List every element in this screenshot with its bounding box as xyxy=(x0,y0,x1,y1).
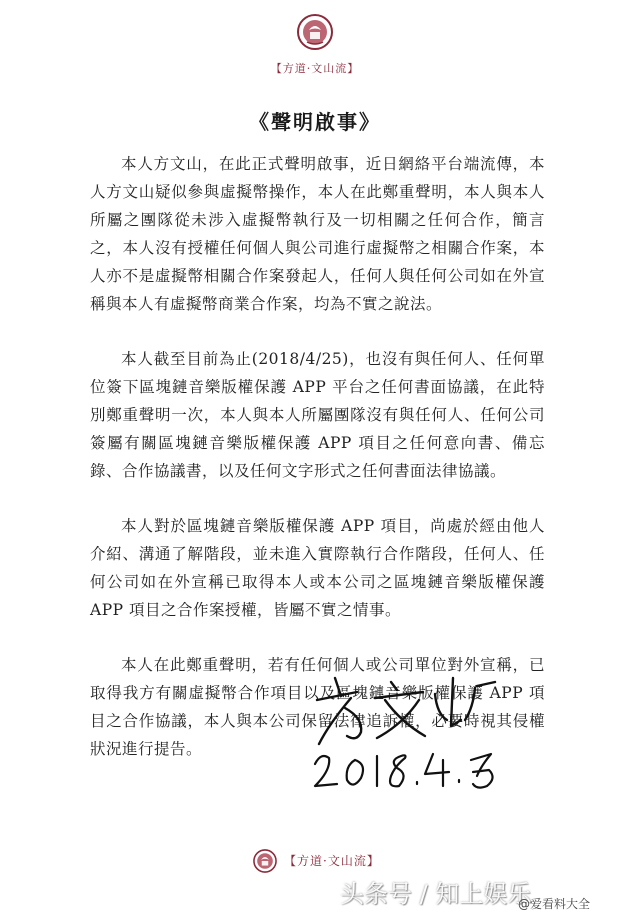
paragraph-4: 本人在此鄭重聲明，若有任何個人或公司單位對外宣稱，已取得我方有關虛擬幣合作項目以及區塊鏈音樂版權保護 APP 項目之合作協議，本人與本公司保留法律追訴權，必要時視其侵權狀況進行提告。 xyxy=(90,656,545,758)
document-title: 《聲明啟事》 xyxy=(249,110,381,134)
paragraph-1: 本人方文山，在此正式聲明啟事，近日網絡平台端流傳，本人方文山疑似參與虛擬幣操作，本人在此鄭重聲明，本人與本人所屬之團隊從未涉入虛擬幣執行及一切相關之任何合作，簡言之，本人沒有授權任何個人與公司進行虛擬幣之相關合作案，本人亦不是虛擬幣相關合作案發起人，任何人與任何公司如在外宣稱與本人有虛擬幣商業合作案，均為不實之說法。 xyxy=(90,155,545,313)
lotus-seal-icon xyxy=(295,12,335,52)
lotus-seal-icon xyxy=(252,848,278,874)
watermark-text: 头条号 / 知上娱乐 xyxy=(340,880,532,908)
weibo-handle: @爱看料大全 xyxy=(518,897,591,911)
paragraph-2: 本人截至目前為止(2018/4/25)，也沒有與任何人、任何單位簽下區塊鏈音樂版權保護 APP 平台之任何書面協議，在此特別鄭重聲明一次，本人與本人所屬團隊沒有與任何人、任何公司簽屬有關區塊鏈音樂版權保護 APP 項目之任何意向書、備忘錄、合作協議書，以及任何文字形式之任何書面法律協議。 xyxy=(90,350,545,480)
brand-bottom: 【方道·文山流】 xyxy=(284,854,380,868)
paragraph-3: 本人對於區塊鏈音樂版權保護 APP 項目，尚處於經由他人介紹、溝通了解階段，並未進入實際執行合作階段，任何人、任何公司如在外宣稱已取得本人或本公司之區塊鏈音樂版權保護 APP 項目之合作案授權，皆屬不實之情事。 xyxy=(90,517,545,619)
handwritten-date xyxy=(305,730,505,800)
brand-top: 【方道·文山流】 xyxy=(270,62,360,75)
